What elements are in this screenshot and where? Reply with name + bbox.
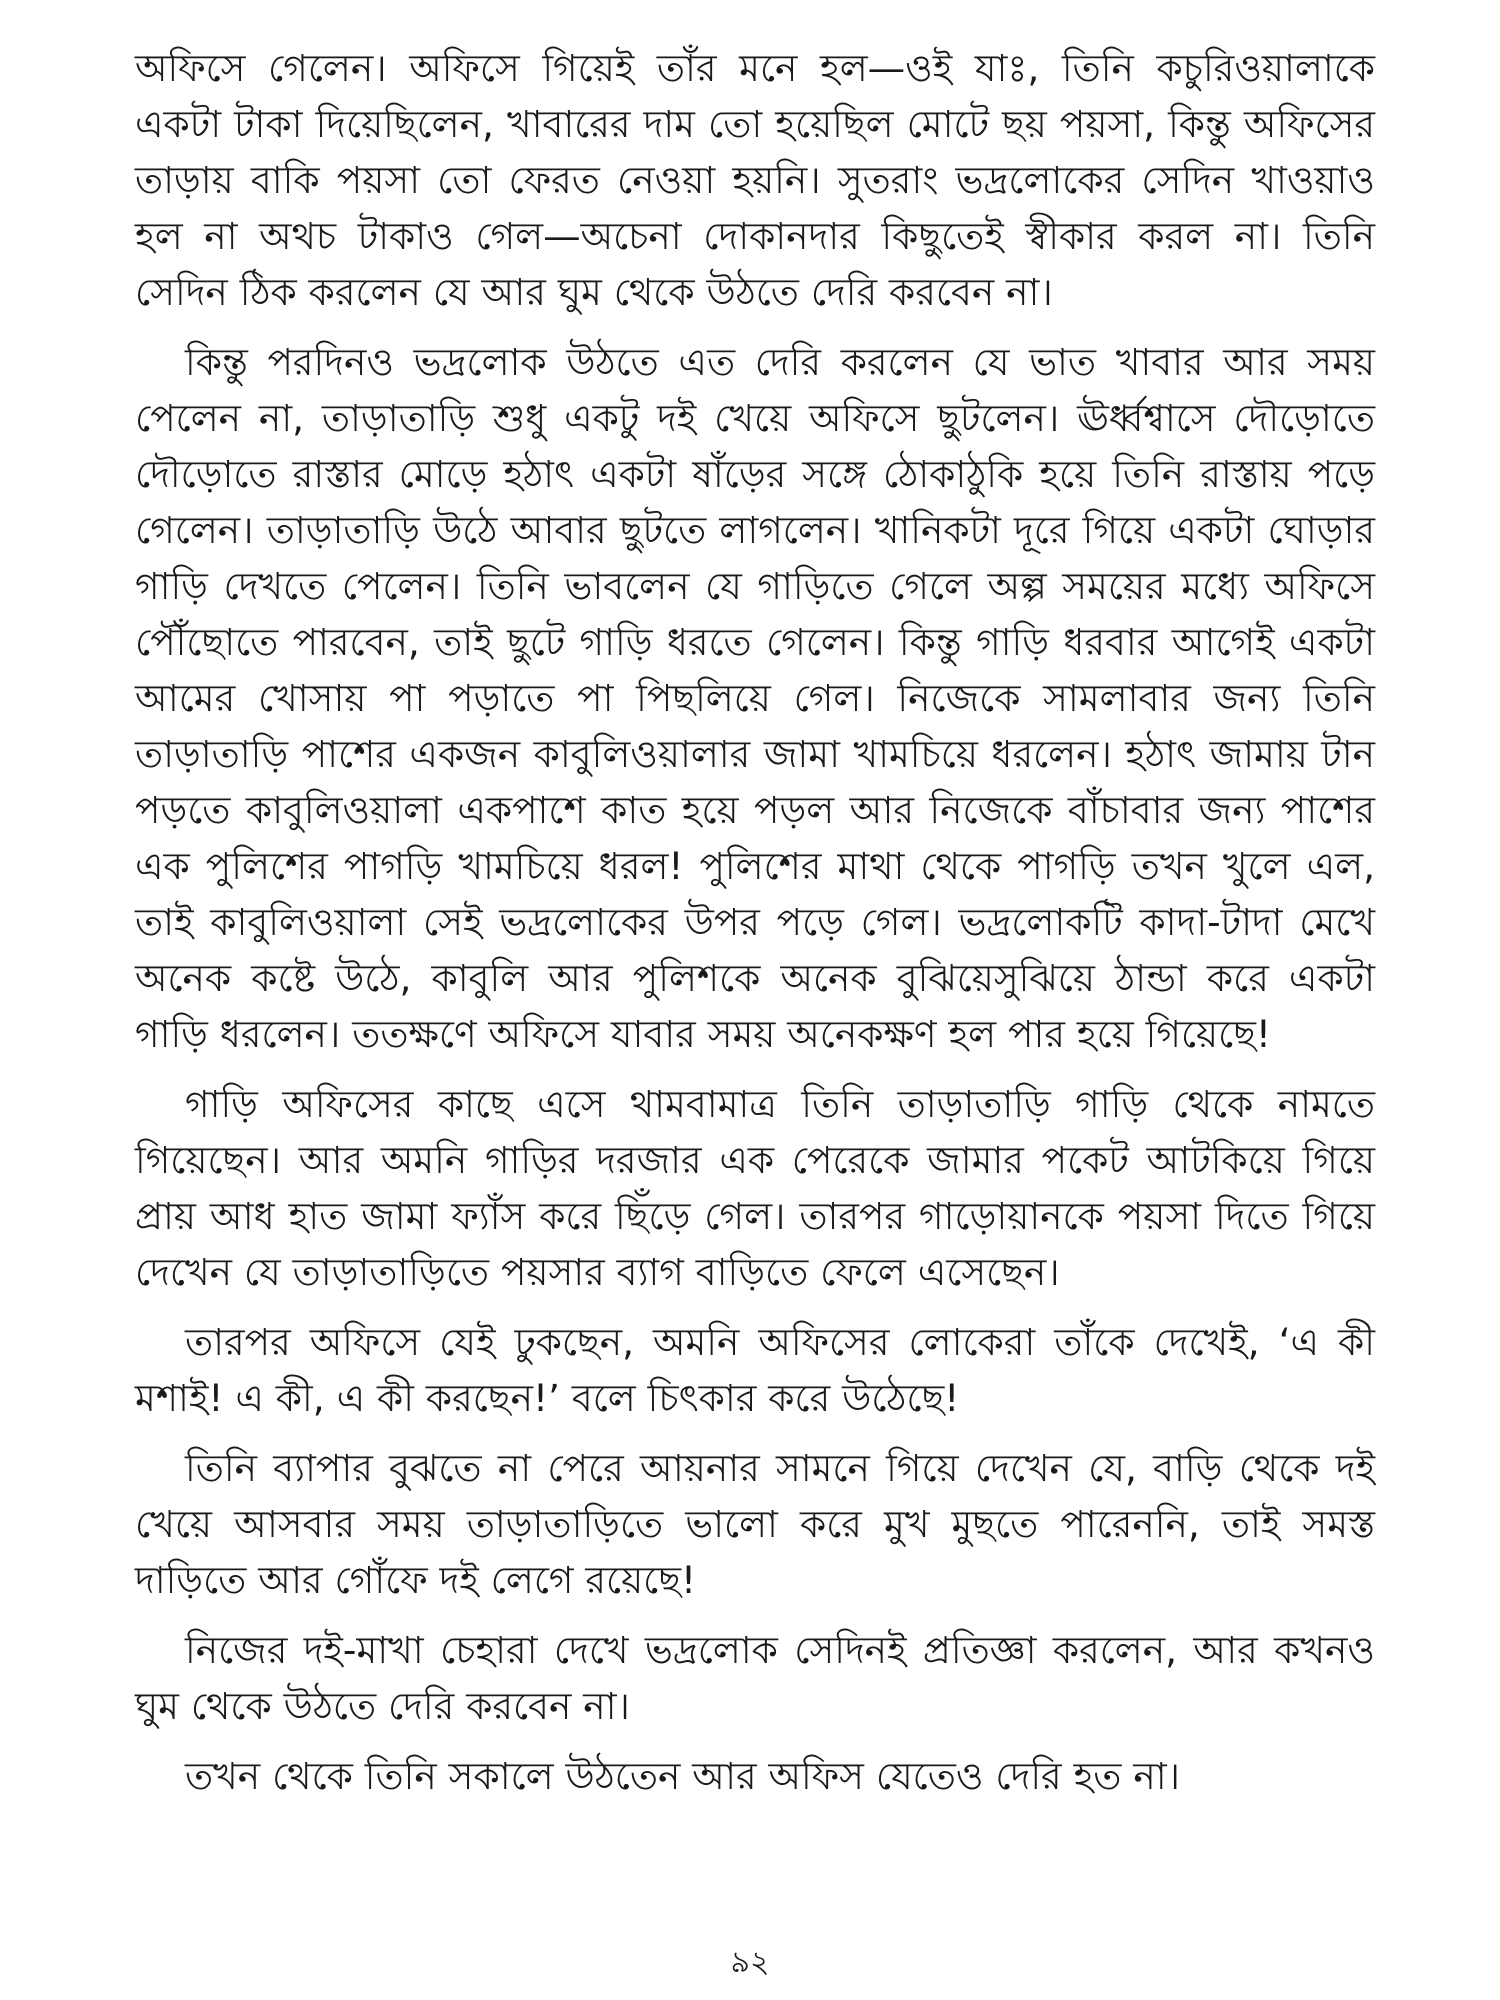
paragraph-2: কিন্তু পরদিনও ভদ্রলোক উঠতে এত দেরি করলেন যে ভাত খাবার আর সময় পেলেন না, তাড়াতাড়ি শুধু একটু দই খেয়ে অফিসে ছুটলেন। ঊর্ধ্বশ্বাসে দৌড়োতে দৌড়োতে রাস্তার মোড়ে হঠাৎ একটা ষাঁড়ের সঙ্গে ঠোকাঠুকি হয়ে তিনি রাস্তায় পড়ে গেলেন। তাড়াতাড়ি উঠে আবার ছুটতে লাগলেন। খানিকটা দূরে গিয়ে একটা ঘোড়ার গাড়ি দেখতে পেলেন। তিনি ভাবলেন যে গাড়িতে গেলে অল্প সময়ের মধ্যে অফিসে পৌঁছোতে পারবেন, তাই ছুটে গাড়ি ধরতে গেলেন। কিন্তু গাড়ি ধরবার আগেই একটা আমের খোসায় পা পড়াতে পা পিছলিয়ে গেল। নিজেকে সামলাবার জন্য তিনি তাড়াতাড়ি পাশের একজন কাবুলিওয়ালার জামা খামচিয়ে ধরলেন। হঠাৎ জামায় টান পড়তে কাবুলিওয়ালা একপাশে কাত হয়ে পড়ল আর নিজেকে বাঁচাবার জন্য পাশের এক পুলিশের পাগড়ি খামচিয়ে ধরল! পুলিশের মাথা থেকে পাগড়ি তখন খুলে এল, তাই কাবুলিওয়ালা সেই ভদ্রলোকের উপর পড়ে গেল। ভদ্রলোকটি কাদা-টাদা মেখে অনেক কষ্টে উঠে, কাবুলি আর পুলিশকে অনেক বুঝিয়েসুঝিয়ে ঠান্ডা করে একটা গাড়ি ধরলেন। ততক্ষণে অফিসে যাবার সময় অনেকক্ষণ হল পার হয়ে গিয়েছে!: [135, 340, 1375, 1056]
book-page: [135, 40, 1375, 1960]
paragraph-1: অফিসে গেলেন। অফিসে গিয়েই তাঁর মনে হল—ওই যাঃ, তিনি কচুরিওয়ালাকে একটা টাকা দিয়েছিলেন, খাবারের দাম তো হয়েছিল মোটে ছয় পয়সা, কিন্তু অফিসের তাড়ায় বাকি পয়সা তো ফেরত নেওয়া হয়নি। সুতরাং ভদ্রলোকের সেদিন খাওয়াও হল না অথচ টাকাও গেল—অচেনা দোকানদার কিছুতেই স্বীকার করল না। তিনি সেদিন ঠিক করলেন যে আর ঘুম থেকে উঠতে দেরি করবেন না।: [135, 46, 1375, 314]
paragraph-4: তারপর অফিসে যেই ঢুকছেন, অমনি অফিসের লোকেরা তাঁকে দেখেই, ‘এ কী মশাই! এ কী, এ কী করছেন!’ বলে চিৎকার করে উঠেছে!: [135, 1320, 1375, 1420]
paragraph-5: তিনি ব্যাপার বুঝতে না পেরে আয়নার সামনে গিয়ে দেখেন যে, বাড়ি থেকে দই খেয়ে আসবার সময় তাড়াতাড়িতে ভালো করে মুখ মুছতে পারেননি, তাই সমস্ত দাড়িতে আর গোঁফে দই লেগে রয়েছে!: [135, 1446, 1375, 1602]
page-number: ৯২: [730, 1945, 770, 1980]
paragraph-3: গাড়ি অফিসের কাছে এসে থামবামাত্র তিনি তাড়াতাড়ি গাড়ি থেকে নামতে গিয়েছেন। আর অমনি গাড়ির দরজার এক পেরেকে জামার পকেট আটকিয়ে গিয়ে প্রায় আধ হাত জামা ফ্যাঁস করে ছিঁড়ে গেল। তারপর গাড়োয়ানকে পয়সা দিতে গিয়ে দেখেন যে তাড়াতাড়িতে পয়সার ব্যাগ বাড়িতে ফেলে এসেছেন।: [135, 1082, 1375, 1294]
paragraph-7: তখন থেকে তিনি সকালে উঠতেন আর অফিস যেতেও দেরি হত না।: [185, 1754, 1181, 1798]
paragraph-6: নিজের দই-মাখা চেহারা দেখে ভদ্রলোক সেদিনই প্রতিজ্ঞা করলেন, আর কখনও ঘুম থেকে উঠতে দেরি করবেন না।: [135, 1628, 1375, 1728]
